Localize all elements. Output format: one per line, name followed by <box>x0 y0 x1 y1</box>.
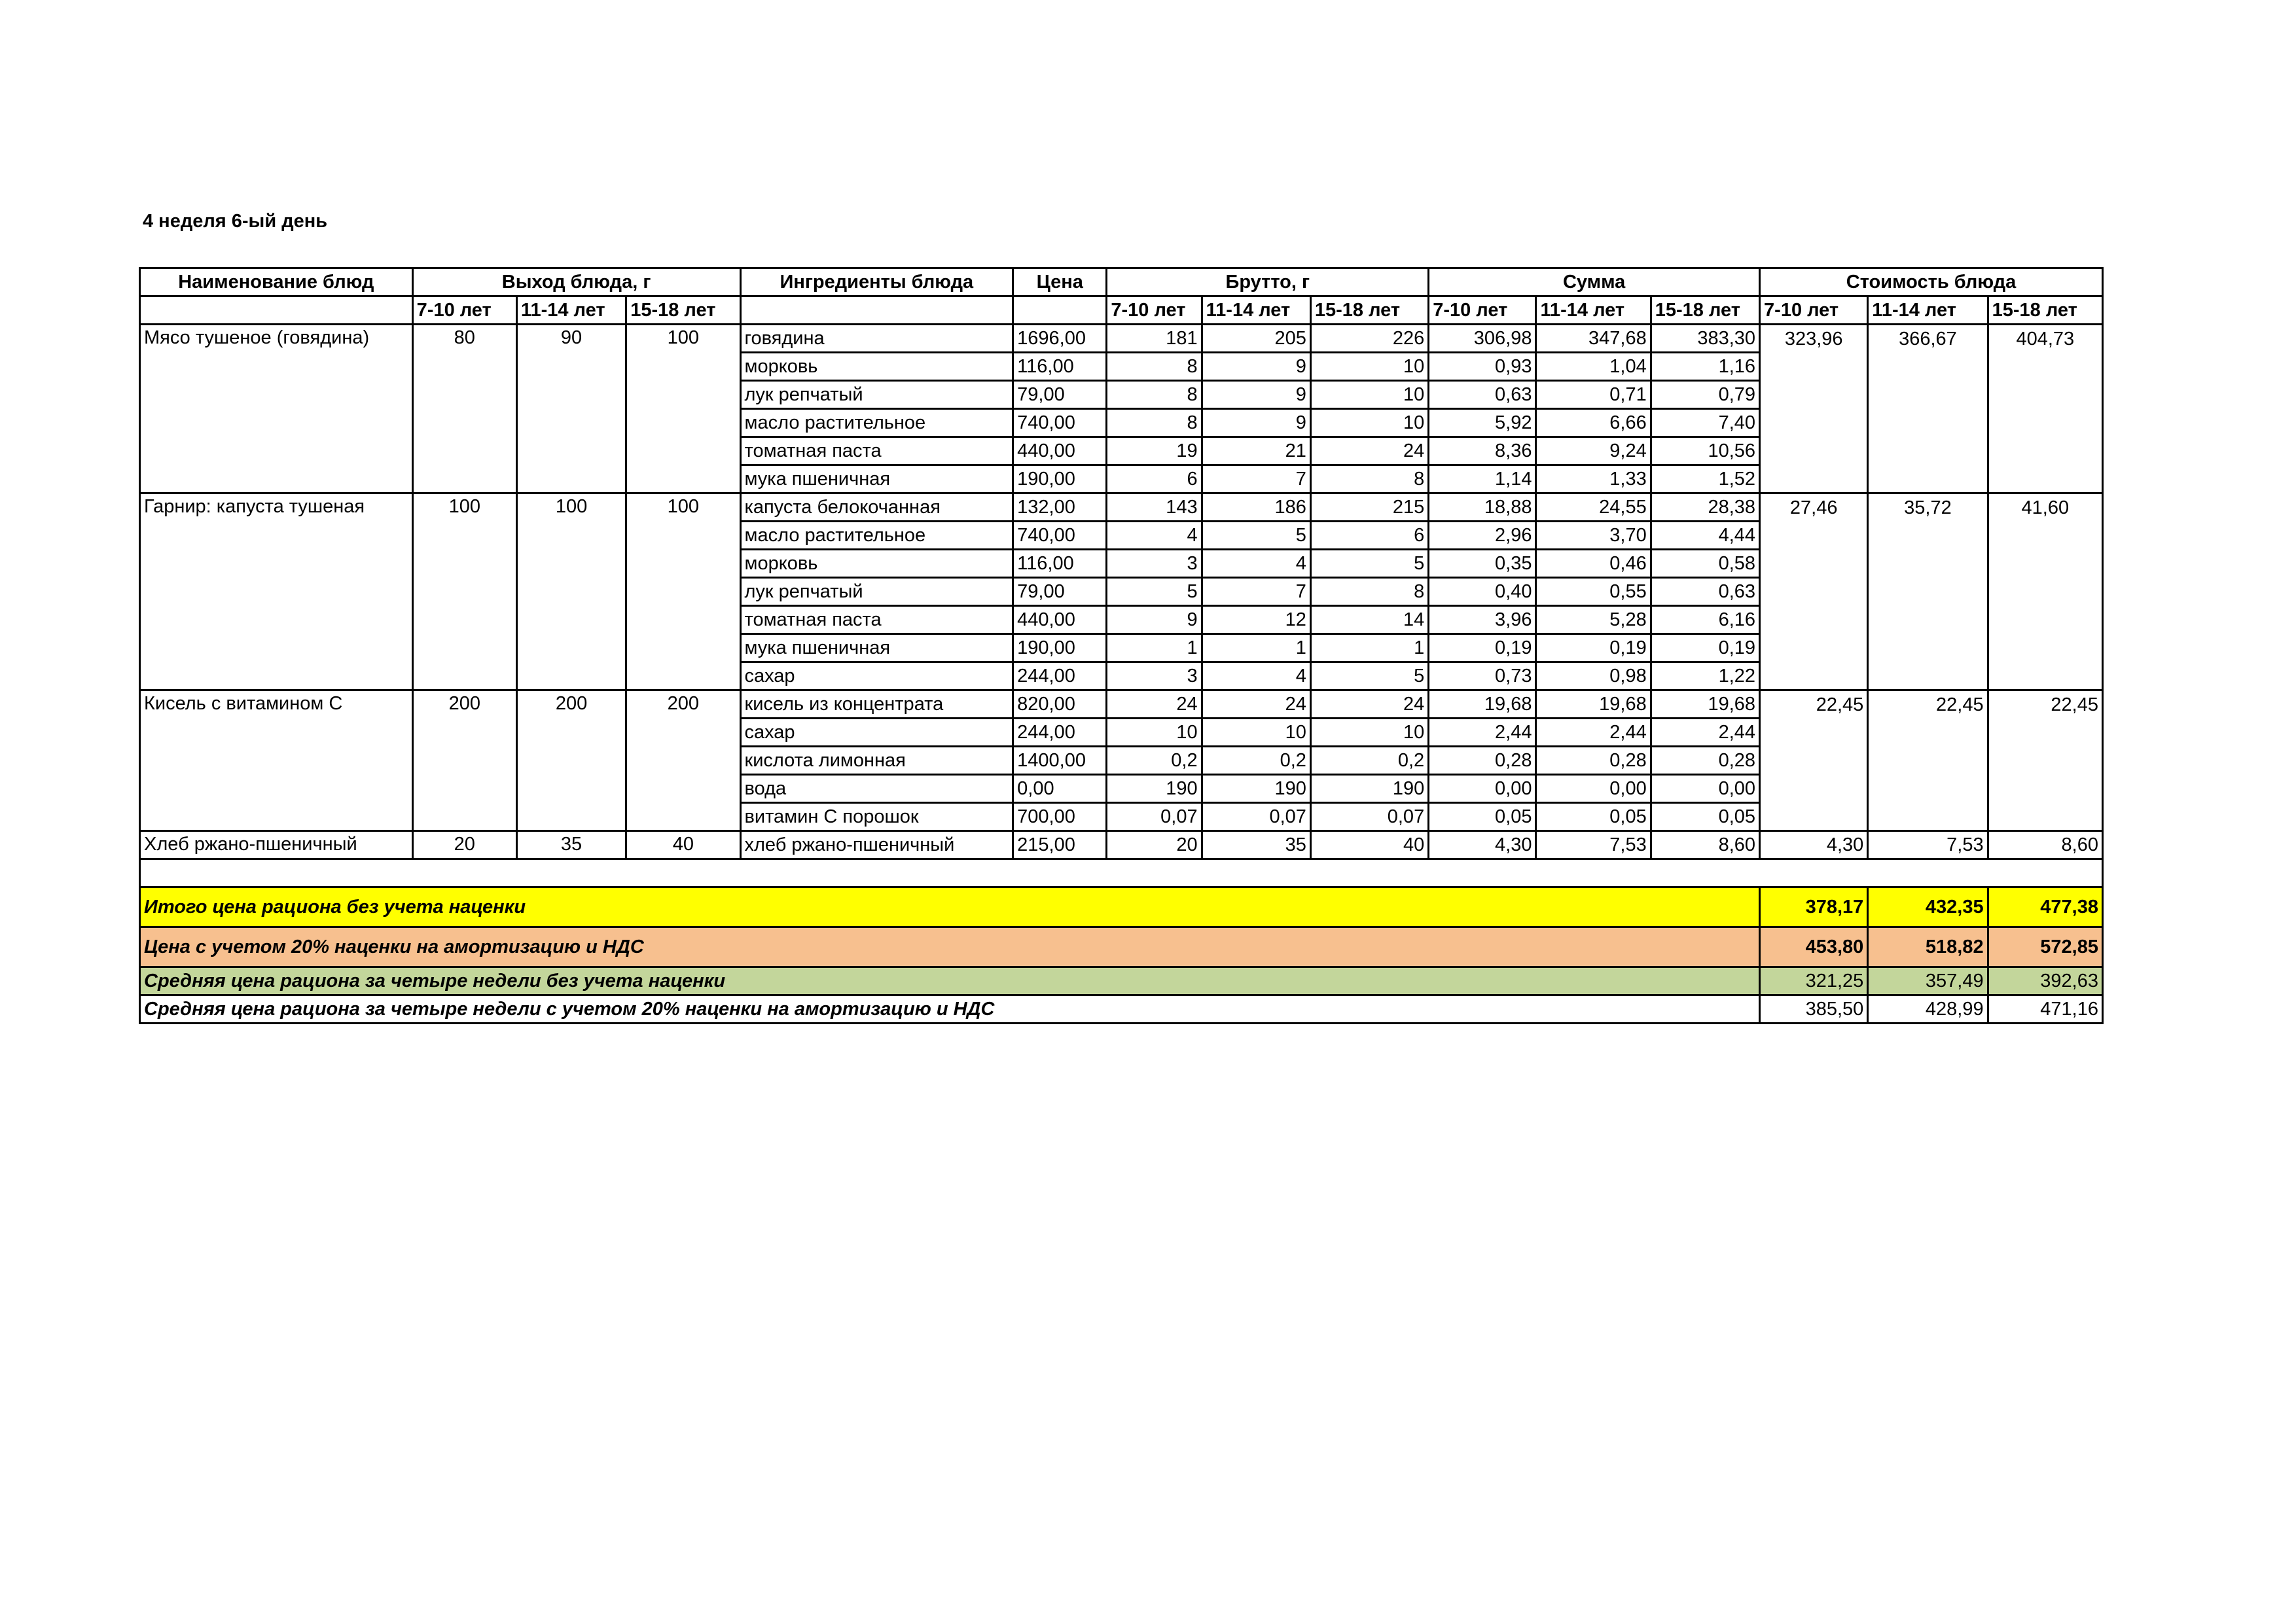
brutto-cell: 24 <box>1310 437 1428 465</box>
ingredient-price-cell: 116,00 <box>1013 550 1107 578</box>
ration-table <box>139 267 2104 1024</box>
dish-cost-cell: 323,96 <box>1760 325 1868 353</box>
ingredient-name-cell: лук репчатый <box>740 578 1013 606</box>
totals-value-cell: 477,38 <box>1988 887 2102 927</box>
ingredient-price-cell: 132,00 <box>1013 493 1107 522</box>
dish-cost-empty-cell <box>1760 353 1868 381</box>
totals-label-cell: Средняя цена рациона за четыре недели без учета наценки <box>140 967 1760 995</box>
sum-cell: 0,79 <box>1651 381 1759 409</box>
brutto-cell: 190 <box>1310 775 1428 803</box>
dish-cost-cell: 366,67 <box>1868 325 1988 353</box>
brutto-cell: 14 <box>1310 606 1428 634</box>
brutto-cell: 19 <box>1107 437 1202 465</box>
totals-value-cell: 572,85 <box>1988 927 2102 967</box>
ingredient-name-cell: сахар <box>740 719 1013 747</box>
brutto-cell: 10 <box>1310 719 1428 747</box>
sum-cell: 4,30 <box>1429 831 1536 859</box>
brutto-cell: 5 <box>1107 578 1202 606</box>
sum-cell: 0,71 <box>1536 381 1651 409</box>
dish-cost-cell: 22,45 <box>1868 690 1988 719</box>
ingredient-name-cell: морковь <box>740 353 1013 381</box>
sum-cell: 0,73 <box>1429 662 1536 690</box>
dish-cost-empty-cell <box>1988 606 2102 634</box>
brutto-cell: 24 <box>1202 690 1310 719</box>
ingredient-name-cell: кисель из концентрата <box>740 690 1013 719</box>
header-empty <box>140 296 413 325</box>
dish-cost-empty-cell <box>1868 634 1988 662</box>
brutto-cell: 8 <box>1310 578 1428 606</box>
brutto-cell: 143 <box>1107 493 1202 522</box>
brutto-cell: 12 <box>1202 606 1310 634</box>
header-age: 7-10 лет <box>1760 296 1868 325</box>
sum-cell: 347,68 <box>1536 325 1651 353</box>
dish-output-cell: 200 <box>626 690 740 831</box>
dish-name-cell: Хлеб ржано-пшеничный <box>140 831 413 859</box>
ingredient-name-cell: масло растительное <box>740 409 1013 437</box>
dish-cost-empty-cell <box>1868 578 1988 606</box>
dish-output-cell: 200 <box>516 690 626 831</box>
totals-value-cell: 471,16 <box>1988 995 2102 1024</box>
ingredient-price-cell: 190,00 <box>1013 634 1107 662</box>
ingredient-price-cell: 820,00 <box>1013 690 1107 719</box>
sum-cell: 2,44 <box>1429 719 1536 747</box>
dish-cost-empty-cell <box>1988 353 2102 381</box>
ingredient-name-cell: кислота лимонная <box>740 747 1013 775</box>
dish-cost-empty-cell <box>1988 719 2102 747</box>
header-age: 15-18 лет <box>1651 296 1759 325</box>
header-output: Выход блюда, г <box>412 268 740 296</box>
dish-output-cell: 100 <box>626 493 740 690</box>
ingredient-price-cell: 215,00 <box>1013 831 1107 859</box>
dish-cost-empty-cell <box>1988 550 2102 578</box>
dish-output-cell: 100 <box>412 493 516 690</box>
sum-cell: 0,55 <box>1536 578 1651 606</box>
dish-output-cell: 20 <box>412 831 516 859</box>
header-age: 15-18 лет <box>626 296 740 325</box>
sum-cell: 8,36 <box>1429 437 1536 465</box>
dish-cost-empty-cell <box>1988 662 2102 690</box>
dish-cost-empty-cell <box>1988 437 2102 465</box>
dish-cost-empty-cell <box>1868 353 1988 381</box>
dish-cost-cell: 35,72 <box>1868 493 1988 522</box>
brutto-cell: 40 <box>1310 831 1428 859</box>
brutto-cell: 10 <box>1310 409 1428 437</box>
totals-value-cell: 453,80 <box>1760 927 1868 967</box>
brutto-cell: 9 <box>1202 409 1310 437</box>
totals-value-cell: 378,17 <box>1760 887 1868 927</box>
ingredient-price-cell: 79,00 <box>1013 381 1107 409</box>
dish-name-cell: Гарнир: капуста тушеная <box>140 493 413 690</box>
totals-label-cell: Цена с учетом 20% наценки на амортизацию и НДС <box>140 927 1760 967</box>
header-price: Цена <box>1013 268 1107 296</box>
brutto-cell: 3 <box>1107 662 1202 690</box>
blank-row <box>140 859 2103 887</box>
dish-cost-empty-cell <box>1760 662 1868 690</box>
dish-cost-cell: 41,60 <box>1988 493 2102 522</box>
brutto-cell: 0,07 <box>1107 803 1202 831</box>
header-ingredients: Ингредиенты блюда <box>740 268 1013 296</box>
header-age: 15-18 лет <box>1988 296 2102 325</box>
sum-cell: 2,44 <box>1651 719 1759 747</box>
sum-cell: 0,40 <box>1429 578 1536 606</box>
sum-cell: 19,68 <box>1651 690 1759 719</box>
brutto-cell: 8 <box>1107 353 1202 381</box>
dish-cost-empty-cell <box>1760 409 1868 437</box>
dish-cost-cell: 7,53 <box>1868 831 1988 859</box>
dish-cost-cell: 27,46 <box>1760 493 1868 522</box>
totals-value-cell: 385,50 <box>1760 995 1868 1024</box>
brutto-cell: 8 <box>1107 381 1202 409</box>
brutto-cell: 9 <box>1202 381 1310 409</box>
brutto-cell: 24 <box>1310 690 1428 719</box>
dish-cost-empty-cell <box>1988 409 2102 437</box>
brutto-cell: 0,2 <box>1310 747 1428 775</box>
ingredient-name-cell: масло растительное <box>740 522 1013 550</box>
dish-cost-empty-cell <box>1868 719 1988 747</box>
dish-name-cell: Мясо тушеное (говядина) <box>140 325 413 493</box>
ingredient-name-cell: томатная паста <box>740 606 1013 634</box>
brutto-cell: 190 <box>1107 775 1202 803</box>
brutto-cell: 1 <box>1107 634 1202 662</box>
totals-row <box>140 927 2103 967</box>
sum-cell: 0,28 <box>1651 747 1759 775</box>
dish-name-cell: Кисель с витамином С <box>140 690 413 831</box>
header-age: 11-14 лет <box>516 296 626 325</box>
brutto-cell: 24 <box>1107 690 1202 719</box>
ingredient-price-cell: 0,00 <box>1013 775 1107 803</box>
ingredient-name-cell: томатная паста <box>740 437 1013 465</box>
table-row <box>140 831 2103 859</box>
header-age: 7-10 лет <box>1429 296 1536 325</box>
dish-cost-cell: 4,30 <box>1760 831 1868 859</box>
ingredient-price-cell: 1696,00 <box>1013 325 1107 353</box>
ingredient-name-cell: капуста белокочанная <box>740 493 1013 522</box>
table-row <box>140 690 2103 719</box>
brutto-cell: 205 <box>1202 325 1310 353</box>
sum-cell: 28,38 <box>1651 493 1759 522</box>
dish-output-cell: 80 <box>412 325 516 493</box>
brutto-cell: 190 <box>1202 775 1310 803</box>
brutto-cell: 186 <box>1202 493 1310 522</box>
ingredient-name-cell: морковь <box>740 550 1013 578</box>
sum-cell: 1,33 <box>1536 465 1651 493</box>
brutto-cell: 3 <box>1107 550 1202 578</box>
totals-value-cell: 428,99 <box>1868 995 1988 1024</box>
sum-cell: 7,40 <box>1651 409 1759 437</box>
sum-cell: 0,05 <box>1429 803 1536 831</box>
totals-label-cell: Средняя цена рациона за четыре недели с учетом 20% наценки на амортизацию и НДС <box>140 995 1760 1024</box>
header-age: 11-14 лет <box>1202 296 1310 325</box>
dish-cost-empty-cell <box>1868 662 1988 690</box>
brutto-cell: 5 <box>1310 550 1428 578</box>
dish-cost-empty-cell <box>1868 747 1988 775</box>
sum-cell: 0,19 <box>1429 634 1536 662</box>
brutto-cell: 7 <box>1202 578 1310 606</box>
sum-cell: 6,16 <box>1651 606 1759 634</box>
ingredient-price-cell: 700,00 <box>1013 803 1107 831</box>
brutto-cell: 6 <box>1107 465 1202 493</box>
ingredient-price-cell: 79,00 <box>1013 578 1107 606</box>
sum-cell: 0,00 <box>1536 775 1651 803</box>
sum-cell: 2,44 <box>1536 719 1651 747</box>
dish-cost-empty-cell <box>1760 522 1868 550</box>
dish-output-cell: 40 <box>626 831 740 859</box>
dish-output-cell: 35 <box>516 831 626 859</box>
sum-cell: 0,05 <box>1651 803 1759 831</box>
dish-cost-empty-cell <box>1760 550 1868 578</box>
dish-cost-empty-cell <box>1868 522 1988 550</box>
sum-cell: 3,70 <box>1536 522 1651 550</box>
dish-cost-empty-cell <box>1760 465 1868 493</box>
sum-cell: 5,92 <box>1429 409 1536 437</box>
dish-cost-empty-cell <box>1988 747 2102 775</box>
ingredient-name-cell: вода <box>740 775 1013 803</box>
ingredient-name-cell: мука пшеничная <box>740 465 1013 493</box>
brutto-cell: 0,07 <box>1310 803 1428 831</box>
header-age: 11-14 лет <box>1536 296 1651 325</box>
sum-cell: 0,93 <box>1429 353 1536 381</box>
header-brutto: Брутто, г <box>1107 268 1429 296</box>
header-age: 7-10 лет <box>412 296 516 325</box>
dish-cost-empty-cell <box>1988 803 2102 831</box>
sum-cell: 8,60 <box>1651 831 1759 859</box>
sum-cell: 0,00 <box>1429 775 1536 803</box>
sum-cell: 0,46 <box>1536 550 1651 578</box>
dish-cost-empty-cell <box>1760 634 1868 662</box>
sum-cell: 9,24 <box>1536 437 1651 465</box>
sum-cell: 10,56 <box>1651 437 1759 465</box>
brutto-cell: 6 <box>1310 522 1428 550</box>
table-row <box>140 493 2103 522</box>
totals-value-cell: 432,35 <box>1868 887 1988 927</box>
header-empty <box>1013 296 1107 325</box>
dish-cost-empty-cell <box>1988 522 2102 550</box>
brutto-cell: 7 <box>1202 465 1310 493</box>
brutto-cell: 8 <box>1107 409 1202 437</box>
dish-cost-empty-cell <box>1988 634 2102 662</box>
header-age: 15-18 лет <box>1310 296 1428 325</box>
dish-cost-empty-cell <box>1760 437 1868 465</box>
ingredient-name-cell: хлеб ржано-пшеничный <box>740 831 1013 859</box>
ingredient-name-cell: говядина <box>740 325 1013 353</box>
ingredient-price-cell: 740,00 <box>1013 522 1107 550</box>
brutto-cell: 0,2 <box>1107 747 1202 775</box>
header-dish: Наименование блюд <box>140 268 413 296</box>
totals-value-cell: 357,49 <box>1868 967 1988 995</box>
sum-cell: 18,88 <box>1429 493 1536 522</box>
dish-cost-empty-cell <box>1868 381 1988 409</box>
sum-cell: 0,19 <box>1651 634 1759 662</box>
dish-cost-empty-cell <box>1868 409 1988 437</box>
ingredient-name-cell: лук репчатый <box>740 381 1013 409</box>
dish-cost-empty-cell <box>1760 578 1868 606</box>
brutto-cell: 21 <box>1202 437 1310 465</box>
dish-cost-empty-cell <box>1988 775 2102 803</box>
ingredient-price-cell: 244,00 <box>1013 662 1107 690</box>
dish-output-cell: 100 <box>516 493 626 690</box>
sum-cell: 0,00 <box>1651 775 1759 803</box>
ingredient-price-cell: 116,00 <box>1013 353 1107 381</box>
dish-cost-cell: 8,60 <box>1988 831 2102 859</box>
sum-cell: 0,63 <box>1429 381 1536 409</box>
dish-cost-empty-cell <box>1868 550 1988 578</box>
sum-cell: 306,98 <box>1429 325 1536 353</box>
sum-cell: 0,05 <box>1536 803 1651 831</box>
page-title: 4 неделя 6-ый день <box>143 211 328 232</box>
sum-cell: 0,35 <box>1429 550 1536 578</box>
sum-cell: 6,66 <box>1536 409 1651 437</box>
totals-label-cell: Итого цена рациона без учета наценки <box>140 887 1760 927</box>
sum-cell: 5,28 <box>1536 606 1651 634</box>
sum-cell: 0,98 <box>1536 662 1651 690</box>
header-row-2 <box>140 296 2103 325</box>
brutto-cell: 9 <box>1202 353 1310 381</box>
sum-cell: 7,53 <box>1536 831 1651 859</box>
header-cost: Стоимость блюда <box>1760 268 2103 296</box>
ingredient-price-cell: 1400,00 <box>1013 747 1107 775</box>
brutto-cell: 4 <box>1202 662 1310 690</box>
ingredient-price-cell: 190,00 <box>1013 465 1107 493</box>
brutto-cell: 5 <box>1310 662 1428 690</box>
brutto-cell: 4 <box>1107 522 1202 550</box>
dish-cost-cell: 22,45 <box>1988 690 2102 719</box>
dish-cost-empty-cell <box>1760 747 1868 775</box>
dish-cost-empty-cell <box>1988 381 2102 409</box>
table-row <box>140 325 2103 353</box>
ingredient-name-cell: сахар <box>740 662 1013 690</box>
brutto-cell: 10 <box>1310 381 1428 409</box>
sum-cell: 2,96 <box>1429 522 1536 550</box>
brutto-cell: 181 <box>1107 325 1202 353</box>
dish-output-cell: 100 <box>626 325 740 493</box>
brutto-cell: 20 <box>1107 831 1202 859</box>
ingredient-price-cell: 440,00 <box>1013 606 1107 634</box>
sum-cell: 0,28 <box>1536 747 1651 775</box>
sum-cell: 383,30 <box>1651 325 1759 353</box>
dish-cost-empty-cell <box>1868 606 1988 634</box>
dish-cost-empty-cell <box>1868 803 1988 831</box>
brutto-cell: 5 <box>1202 522 1310 550</box>
blank-cell <box>140 859 2103 887</box>
ingredient-price-cell: 440,00 <box>1013 437 1107 465</box>
totals-value-cell: 321,25 <box>1760 967 1868 995</box>
brutto-cell: 10 <box>1202 719 1310 747</box>
brutto-cell: 4 <box>1202 550 1310 578</box>
dish-cost-empty-cell <box>1760 381 1868 409</box>
totals-row <box>140 995 2103 1024</box>
brutto-cell: 0,2 <box>1202 747 1310 775</box>
dish-cost-empty-cell <box>1868 465 1988 493</box>
sum-cell: 0,19 <box>1536 634 1651 662</box>
brutto-cell: 0,07 <box>1202 803 1310 831</box>
sum-cell: 19,68 <box>1429 690 1536 719</box>
dish-cost-empty-cell <box>1988 578 2102 606</box>
header-row-1 <box>140 268 2103 296</box>
brutto-cell: 215 <box>1310 493 1428 522</box>
brutto-cell: 9 <box>1107 606 1202 634</box>
sum-cell: 4,44 <box>1651 522 1759 550</box>
sum-cell: 0,63 <box>1651 578 1759 606</box>
ingredient-name-cell: витамин С порошок <box>740 803 1013 831</box>
header-age: 7-10 лет <box>1107 296 1202 325</box>
sum-cell: 0,28 <box>1429 747 1536 775</box>
dish-cost-cell: 22,45 <box>1760 690 1868 719</box>
dish-cost-empty-cell <box>1760 775 1868 803</box>
header-age: 11-14 лет <box>1868 296 1988 325</box>
dish-cost-cell: 404,73 <box>1988 325 2102 353</box>
brutto-cell: 1 <box>1202 634 1310 662</box>
sum-cell: 1,22 <box>1651 662 1759 690</box>
dish-cost-empty-cell <box>1988 465 2102 493</box>
sum-cell: 1,04 <box>1536 353 1651 381</box>
dish-cost-empty-cell <box>1760 719 1868 747</box>
sum-cell: 1,16 <box>1651 353 1759 381</box>
totals-row <box>140 887 2103 927</box>
dish-cost-empty-cell <box>1868 437 1988 465</box>
sum-cell: 3,96 <box>1429 606 1536 634</box>
sum-cell: 19,68 <box>1536 690 1651 719</box>
header-sum: Сумма <box>1429 268 1760 296</box>
ingredient-price-cell: 740,00 <box>1013 409 1107 437</box>
dish-output-cell: 90 <box>516 325 626 493</box>
sum-cell: 24,55 <box>1536 493 1651 522</box>
totals-value-cell: 392,63 <box>1988 967 2102 995</box>
ingredient-name-cell: мука пшеничная <box>740 634 1013 662</box>
brutto-cell: 10 <box>1107 719 1202 747</box>
dish-cost-empty-cell <box>1760 803 1868 831</box>
dish-cost-empty-cell <box>1760 606 1868 634</box>
sum-cell: 1,14 <box>1429 465 1536 493</box>
header-empty <box>740 296 1013 325</box>
brutto-cell: 1 <box>1310 634 1428 662</box>
sum-cell: 1,52 <box>1651 465 1759 493</box>
sum-cell: 0,58 <box>1651 550 1759 578</box>
brutto-cell: 8 <box>1310 465 1428 493</box>
dish-output-cell: 200 <box>412 690 516 831</box>
totals-value-cell: 518,82 <box>1868 927 1988 967</box>
ingredient-price-cell: 244,00 <box>1013 719 1107 747</box>
totals-row <box>140 967 2103 995</box>
brutto-cell: 226 <box>1310 325 1428 353</box>
brutto-cell: 10 <box>1310 353 1428 381</box>
dish-cost-empty-cell <box>1868 775 1988 803</box>
brutto-cell: 35 <box>1202 831 1310 859</box>
